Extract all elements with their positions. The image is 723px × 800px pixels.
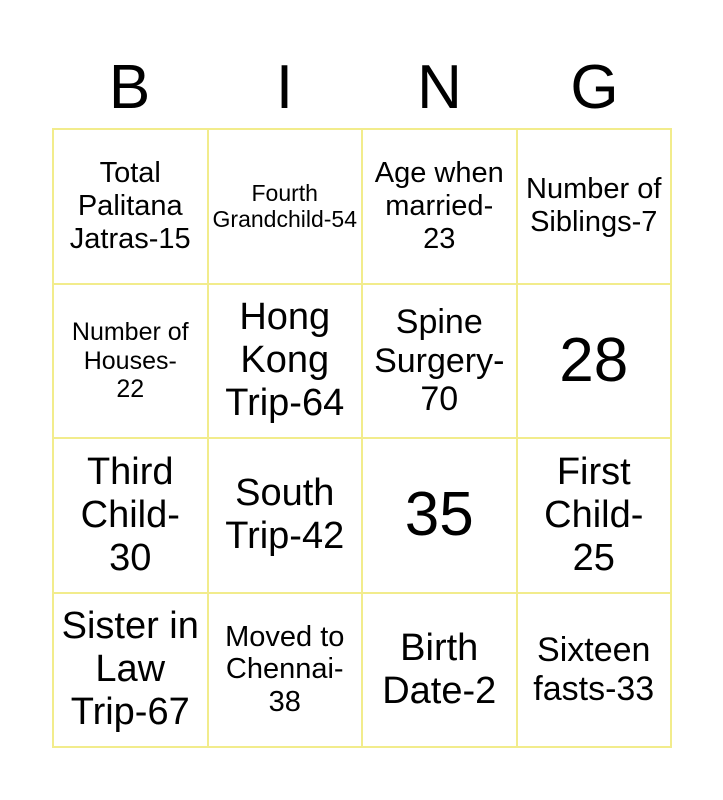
header-letter-n: N [417, 53, 462, 122]
bingo-cell[interactable] [362, 438, 517, 593]
bingo-header [52, 48, 672, 128]
header-letter-g: G [570, 53, 619, 122]
header-letter-b: B [108, 53, 151, 122]
bingo-cell[interactable] [517, 129, 672, 284]
cell-text: Spine Surgery-70 [374, 303, 505, 418]
bingo-grid [52, 128, 672, 748]
cell-text: Sixteen fasts-33 [533, 631, 655, 708]
bingo-cell[interactable] [517, 438, 672, 593]
bingo-cell[interactable] [53, 438, 208, 593]
bingo-cell[interactable] [53, 284, 208, 439]
cell-text: 35 [404, 480, 474, 550]
cell-text: Sister in Law Trip-67 [61, 605, 199, 734]
bingo-cell[interactable] [517, 284, 672, 439]
bingo-cell[interactable] [208, 284, 363, 439]
cell-text: Age when married-23 [374, 157, 504, 255]
header-letter-i: I [275, 53, 294, 122]
cell-text: South Trip-42 [225, 472, 345, 558]
cell-text: Total Palitana Jatras-15 [69, 157, 191, 255]
bingo-cell[interactable] [208, 593, 363, 748]
cell-text: Fourth Grandchild-54 [212, 180, 357, 233]
cell-text: 28 [559, 325, 629, 395]
cell-text: Number of Siblings-7 [526, 173, 662, 239]
bingo-cell[interactable] [53, 129, 208, 284]
bingo-cell[interactable] [208, 129, 363, 284]
bingo-cell[interactable] [362, 129, 517, 284]
bingo-cell[interactable] [362, 593, 517, 748]
bingo-cell[interactable] [208, 438, 363, 593]
bingo-cell[interactable] [362, 284, 517, 439]
cell-text: Number of Houses-22 [71, 318, 189, 403]
bingo-cell[interactable] [517, 593, 672, 748]
cell-text: Birth Date-2 [382, 626, 497, 712]
cell-text: Moved to Chennai-38 [225, 620, 345, 719]
cell-text: Hong Kong Trip-64 [225, 296, 345, 425]
cell-text: Third Child-30 [80, 450, 180, 579]
bingo-cell[interactable] [53, 593, 208, 748]
cell-text: First Child-25 [544, 450, 644, 579]
